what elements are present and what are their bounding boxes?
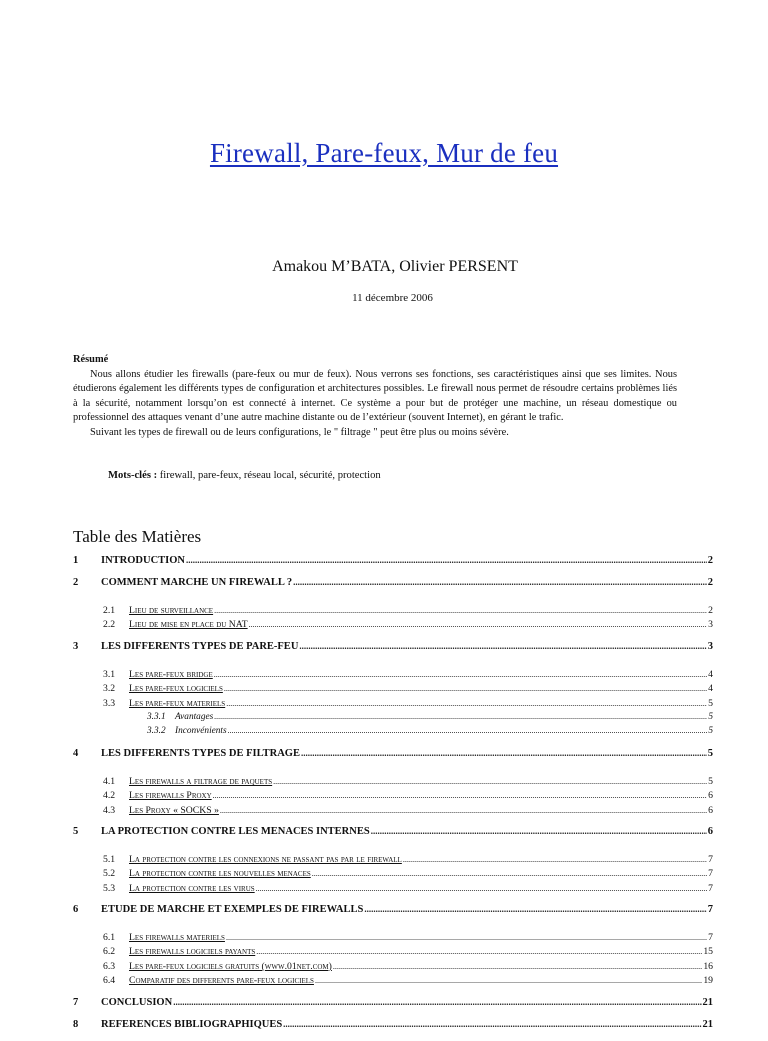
keywords xyxy=(108,470,381,481)
toc-entry-label[interactable]: Avantages xyxy=(175,711,214,722)
toc-entry-number: 5.1 xyxy=(103,853,116,865)
toc-entry-6[interactable] xyxy=(73,904,713,926)
toc-entry-page: 4 xyxy=(708,668,713,680)
toc-entry-page: 4 xyxy=(708,683,713,695)
toc-entry-number: 3.2 xyxy=(103,683,116,695)
toc-leader-dots xyxy=(299,641,706,651)
toc-entry-5-3[interactable] xyxy=(103,883,713,897)
toc-entry-number: 6.1 xyxy=(103,932,116,944)
toc-entry-label[interactable]: Les pare-feux bridge xyxy=(129,668,213,680)
toc-entry-4-1[interactable] xyxy=(103,776,713,790)
authors: Amakou M’BATA, Olivier PERSENT xyxy=(272,258,518,275)
toc-leader-dots xyxy=(226,933,707,942)
toc-leader-dots xyxy=(371,826,707,836)
toc-entry-number: 6 xyxy=(73,904,79,916)
toc-entry-6-1[interactable] xyxy=(103,932,713,946)
document-date: 11 décembre 2006 xyxy=(352,292,433,304)
keywords-list: firewall, pare-feux, réseau local, sécurité, protection xyxy=(159,470,381,481)
toc-entry-number: 2.2 xyxy=(103,619,116,631)
toc-entry-number: 4 xyxy=(73,747,79,759)
toc-entry-number: 1 xyxy=(73,555,79,566)
toc-entry-page: 3 xyxy=(707,640,713,652)
toc-entry-number: 4.2 xyxy=(103,790,116,802)
toc-entry-number: 2.1 xyxy=(103,605,116,616)
toc-leader-dots xyxy=(312,869,707,878)
toc-entry-4[interactable] xyxy=(73,748,713,770)
toc-entry-7[interactable] xyxy=(73,997,713,1019)
toc-leader-dots xyxy=(249,620,708,629)
toc-entry-page: 6 xyxy=(708,804,713,816)
toc-entry-3-3-1[interactable] xyxy=(147,712,713,726)
toc-entry-label[interactable]: Les firewalls Proxy xyxy=(129,790,212,802)
toc-leader-dots xyxy=(273,777,707,786)
toc-leader-dots xyxy=(293,577,707,587)
toc-entry-6-4[interactable] xyxy=(103,975,713,989)
toc-entry-page: 21 xyxy=(702,996,713,1008)
toc-leader-dots xyxy=(256,947,702,956)
toc-entry-number: 3.3.2 xyxy=(147,726,166,737)
table-of-contents xyxy=(73,555,713,1041)
toc-entry-label[interactable]: La protection contre les nouvelles menaces xyxy=(129,868,311,880)
toc-leader-dots xyxy=(214,712,707,721)
toc-entry-6-3[interactable] xyxy=(103,961,713,975)
toc-entry-page: 19 xyxy=(703,975,713,987)
toc-entry-number: 5.3 xyxy=(103,882,116,894)
abstract xyxy=(73,353,677,441)
toc-entry-2[interactable] xyxy=(73,577,713,599)
toc-entry-page: 15 xyxy=(703,946,713,958)
toc-entry-label[interactable]: Lieu de mise en place du NAT xyxy=(129,619,248,631)
toc-entry-page: 5 xyxy=(708,711,713,722)
toc-entry-page: 16 xyxy=(703,960,713,972)
toc-leader-dots xyxy=(214,606,707,615)
toc-entry-page: 2 xyxy=(707,555,713,566)
document-title[interactable]: Firewall, Pare-feux, Mur de feu xyxy=(209,138,559,168)
toc-entry-label[interactable]: Les firewalls logiciels payants xyxy=(129,946,256,958)
toc-leader-dots xyxy=(220,806,707,815)
toc-entry-page: 5 xyxy=(708,775,713,787)
abstract-paragraph-1: Nous allons étudier les firewalls (pare-feux ou mur de feux). Nous verrons ses fonctions, ses caractéristiques ainsi que ses limites. Nous étudierons également les différents types de configuration et architectures possibles. Le firewall nous permet de résoudre certains problèmes liés à la sécurité, notamment lorsqu’on est connecté à internet. Ce système a pour but de protéger une machine, un réseau domestique ou professionnel des attaques venant d’une autre machine distante ou de l’extérieur (souvent Internet), en gérant le trafic. xyxy=(73,368,677,424)
toc-entry-label[interactable]: LES DIFFERENTS TYPES DE FILTRAGE xyxy=(101,747,300,759)
toc-leader-dots xyxy=(256,884,707,893)
toc-entry-label[interactable]: COMMENT MARCHE UN FIREWALL ? xyxy=(101,577,293,588)
toc-leader-dots xyxy=(315,976,702,985)
abstract-paragraph-2: Suivant les types de firewall ou de leurs configurations, le " filtrage " peut être plus ou moins sévère. xyxy=(90,426,509,438)
toc-leader-dots xyxy=(364,904,706,914)
toc-entry-label[interactable]: LES DIFFERENTS TYPES DE PARE-FEU xyxy=(101,640,299,652)
toc-entry-number: 3.3 xyxy=(103,697,116,709)
toc-entry-label[interactable]: Les pare-feux materiels xyxy=(129,697,226,709)
toc-entry-number: 5.2 xyxy=(103,868,116,880)
toc-entry-label[interactable]: La protection contre les connexions ne passant pas par le firewall xyxy=(129,853,402,865)
toc-entry-page: 21 xyxy=(702,1018,713,1030)
toc-entry-3[interactable] xyxy=(73,641,713,663)
toc-entry-page: 7 xyxy=(708,882,713,894)
toc-entry-label[interactable]: ETUDE DE MARCHE ET EXEMPLES DE FIREWALLS xyxy=(101,904,364,916)
toc-entry-label[interactable]: Les Proxy « SOCKS » xyxy=(129,804,219,816)
toc-entry-page: 3 xyxy=(708,619,713,631)
toc-entry-8[interactable] xyxy=(73,1019,713,1041)
toc-entry-5-2[interactable] xyxy=(103,868,713,882)
toc-entry-6-2[interactable] xyxy=(103,946,713,960)
toc-entry-page: 7 xyxy=(708,932,713,944)
toc-entry-number: 6.3 xyxy=(103,960,116,972)
toc-entry-page: 7 xyxy=(708,853,713,865)
toc-entry-label[interactable]: Inconvénients xyxy=(175,726,227,737)
toc-entry-label[interactable]: Les pare-feux logiciels xyxy=(129,683,223,695)
toc-entry-label[interactable]: Les firewalls a filtrage de paquets xyxy=(129,775,273,787)
toc-leader-dots xyxy=(186,555,707,565)
toc-entry-2-2[interactable] xyxy=(103,619,713,633)
toc-entry-page: 2 xyxy=(707,577,713,588)
toc-entry-4-2[interactable] xyxy=(103,790,713,804)
toc-entry-label[interactable]: INTRODUCTION xyxy=(101,555,186,566)
toc-entry-number: 6.4 xyxy=(103,975,116,987)
toc-entry-label[interactable]: La protection contre les virus xyxy=(129,882,255,894)
toc-entry-3-3-2[interactable] xyxy=(147,726,713,740)
toc-entry-2-1[interactable] xyxy=(103,605,713,619)
toc-entry-label[interactable]: REFERENCES BIBLIOGRAPHIQUES xyxy=(101,1018,283,1030)
toc-entry-page: 6 xyxy=(707,825,713,837)
toc-leader-dots xyxy=(213,791,708,800)
toc-entry-label[interactable]: CONCLUSION xyxy=(101,996,173,1008)
toc-entry-page: 7 xyxy=(708,868,713,880)
toc-entry-page: 2 xyxy=(708,605,713,616)
toc-entry-4-3[interactable] xyxy=(103,805,713,819)
toc-entry-number: 2 xyxy=(73,577,79,588)
toc-entry-label[interactable]: LA PROTECTION CONTRE LES MENACES INTERNES xyxy=(101,825,370,837)
toc-entry-number: 4.1 xyxy=(103,775,116,787)
keywords-label: Mots-clés : xyxy=(108,470,158,481)
toc-title: Table des Matières xyxy=(73,527,202,546)
toc-leader-dots xyxy=(403,855,707,864)
toc-leader-dots xyxy=(226,699,707,708)
toc-entry-page: 6 xyxy=(708,790,713,802)
toc-entry-number: 5 xyxy=(73,825,79,837)
toc-entry-label[interactable]: Comparatif des differents pare-feux logiciels xyxy=(129,975,314,987)
toc-entry-label[interactable]: Les pare-feux logiciels gratuits (www.01net.com) xyxy=(129,960,332,972)
toc-entry-number: 6.2 xyxy=(103,946,116,958)
toc-entry-3-1[interactable] xyxy=(103,669,713,683)
toc-entry-5-1[interactable] xyxy=(103,854,713,868)
toc-entry-label[interactable]: Lieu de surveillance xyxy=(129,605,214,616)
abstract-heading: Résumé xyxy=(73,354,109,365)
toc-entry-1[interactable] xyxy=(73,555,713,577)
toc-entry-page: 5 xyxy=(708,697,713,709)
toc-leader-dots xyxy=(173,997,701,1007)
toc-leader-dots xyxy=(214,670,707,679)
toc-entry-3-2[interactable] xyxy=(103,683,713,697)
toc-leader-dots xyxy=(228,726,708,735)
toc-entry-page: 5 xyxy=(708,726,713,737)
toc-leader-dots xyxy=(301,748,707,758)
toc-entry-number: 4.3 xyxy=(103,804,116,816)
toc-entry-page: 7 xyxy=(707,904,713,916)
toc-entry-number: 3.3.1 xyxy=(147,711,166,722)
toc-entry-number: 3 xyxy=(73,640,79,652)
toc-entry-3-3[interactable] xyxy=(103,698,713,712)
toc-entry-page: 5 xyxy=(707,747,713,759)
toc-entry-number: 7 xyxy=(73,996,79,1008)
toc-leader-dots xyxy=(333,962,702,971)
toc-entry-5[interactable] xyxy=(73,826,713,848)
toc-entry-number: 3.1 xyxy=(103,668,116,680)
toc-entry-number: 8 xyxy=(73,1018,79,1030)
toc-entry-label[interactable]: Les firewalls materiels xyxy=(129,932,225,944)
toc-leader-dots xyxy=(224,684,707,693)
